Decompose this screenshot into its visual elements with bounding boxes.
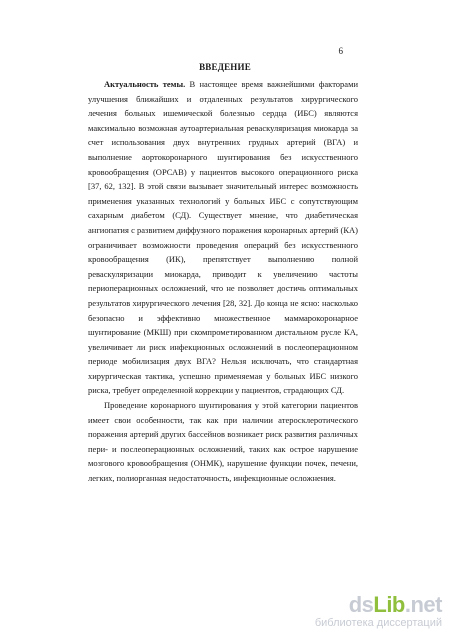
document-body — [88, 77, 358, 486]
relevance-lead: Актуальность темы. — [104, 79, 186, 89]
paragraph-relevance — [88, 77, 358, 398]
section-heading: ВВЕДЕНИЕ — [199, 62, 251, 72]
page-number: 6 — [338, 46, 343, 56]
watermark-logo: dsLib.net — [348, 592, 442, 617]
relevance-text: В настоящее время важнейшими факторами улучшения ближайших и отдаленных результатов хирургического лечения больных ишемической болезнью сердца (ИБС) являются максимально возможная аутоартериальная реваскуляризация миокарда за счет использования двух внутренних грудных артерий (ВГА) и выполнение аортокоронарного шунтирования без искусственного кровообращения (ОРСАВ) у пациентов высокого операционного риска [37, 62, 132]. В этой связи вызывает значительный интерес возможность применения указанных технологий у больных ИБС с сопутствующим сахарным диабетом (СД). Существует мнение, что диабетическая ангиопатия с развитием диффузного поражения коронарных артерий (КА) ограничивает возможности проведения операций без искусственного кровообращения (ИК), препятствует выполнению полной реваскуляризации миокарда, приводит к увеличению частоты периоперационных осложнений, что не позволяет достичь оптимальных результатов хирургического лечения [28, 32]. До конца не ясно: насколько безопасно и эффективно множественное маммарокоронарное шунтирование (МКШ) при скомпрометированном дистальном русле КА, увеличивает ли риск инфекционных осложнений в послеоперационном периоде мобилизация двух ВГА? Нельзя исключать, что стандартная хирургическая тактика, успешно применяемая у больных ИБС низкого риска, требует определенной коррекции у пациентов, страдающих СД. — [88, 79, 358, 396]
dslib-watermark — [315, 594, 442, 629]
paragraph-features: Проведение коронарного шунтирования у этой категории пациентов имеет свои особенности, так как при наличии атеросклеротического поражения артерий других бассейнов возникает риск развития различных пери- и послеоперационных осложнений, таких как острое нарушение мозгового кровообращения (ОНМК), нарушение функции почек, печени, легких, полиорганная недостаточность, инфекционные осложнения. — [88, 400, 358, 484]
watermark-tagline: библиотека диссертаций — [314, 617, 442, 629]
